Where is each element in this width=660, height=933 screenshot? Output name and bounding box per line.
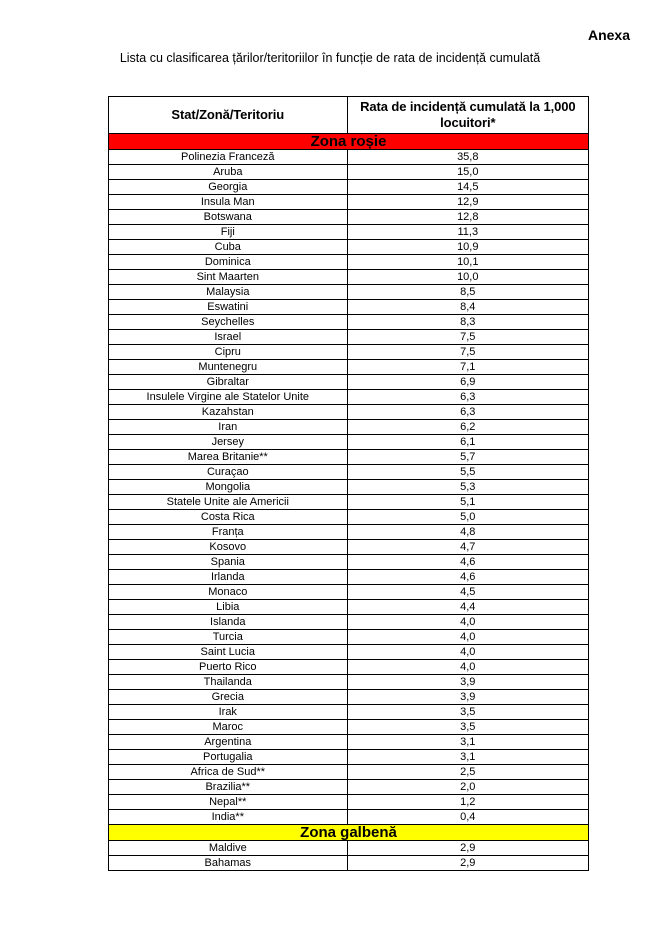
rate-cell: 10,9	[347, 240, 588, 255]
country-cell: Maldive	[109, 841, 348, 856]
table-row	[109, 810, 589, 825]
country-cell: Iran	[109, 420, 348, 435]
rate-cell: 6,3	[347, 405, 588, 420]
rate-cell: 15,0	[347, 165, 588, 180]
country-cell: Libia	[109, 600, 348, 615]
table-row	[109, 555, 589, 570]
rate-cell: 6,9	[347, 375, 588, 390]
rate-cell: 1,2	[347, 795, 588, 810]
table-row	[109, 495, 589, 510]
rate-cell: 6,1	[347, 435, 588, 450]
country-cell: Grecia	[109, 690, 348, 705]
table-row	[109, 270, 589, 285]
zone-band	[109, 825, 589, 841]
country-cell: India**	[109, 810, 348, 825]
table-row	[109, 600, 589, 615]
country-cell: Argentina	[109, 735, 348, 750]
rate-cell: 4,0	[347, 645, 588, 660]
table-row	[109, 841, 589, 856]
country-cell: Maroc	[109, 720, 348, 735]
table-row	[109, 780, 589, 795]
country-cell: Eswatini	[109, 300, 348, 315]
table-row	[109, 255, 589, 270]
country-cell: Saint Lucia	[109, 645, 348, 660]
country-cell: Botswana	[109, 210, 348, 225]
rate-cell: 4,0	[347, 630, 588, 645]
rate-cell: 10,1	[347, 255, 588, 270]
table-row	[109, 165, 589, 180]
rate-cell: 4,0	[347, 660, 588, 675]
rate-cell: 5,1	[347, 495, 588, 510]
country-cell: Franța	[109, 525, 348, 540]
country-cell: Nepal**	[109, 795, 348, 810]
table-row	[109, 285, 589, 300]
zone-band	[109, 134, 589, 150]
table-row	[109, 300, 589, 315]
country-cell: Irak	[109, 705, 348, 720]
table-row	[109, 630, 589, 645]
rate-cell: 0,4	[347, 810, 588, 825]
rate-cell: 12,9	[347, 195, 588, 210]
country-cell: Aruba	[109, 165, 348, 180]
annex-label: Anexa	[587, 27, 630, 43]
rate-cell: 7,5	[347, 345, 588, 360]
rate-cell: 3,1	[347, 750, 588, 765]
table-row	[109, 210, 589, 225]
rate-cell: 3,5	[347, 705, 588, 720]
table-row	[109, 525, 589, 540]
country-cell: Monaco	[109, 585, 348, 600]
table-row	[109, 375, 589, 390]
country-cell: Israel	[109, 330, 348, 345]
rate-cell: 12,8	[347, 210, 588, 225]
rate-cell: 5,0	[347, 510, 588, 525]
table-row	[109, 180, 589, 195]
table-row	[109, 570, 589, 585]
table-row	[109, 615, 589, 630]
rate-cell: 6,2	[347, 420, 588, 435]
table-row	[109, 420, 589, 435]
zone-band-label: Zona roșie	[109, 134, 589, 150]
incidence-table	[108, 96, 589, 871]
country-cell: Irlanda	[109, 570, 348, 585]
table-row	[109, 720, 589, 735]
country-table-body	[109, 134, 589, 871]
table-row	[109, 345, 589, 360]
column-header-country: Stat/Zonă/Teritoriu	[109, 97, 348, 134]
rate-cell: 35,8	[347, 150, 588, 165]
country-cell: Statele Unite ale Americii	[109, 495, 348, 510]
zone-band-label: Zona galbenă	[109, 825, 589, 841]
rate-cell: 3,9	[347, 690, 588, 705]
country-cell: Polinezia Franceză	[109, 150, 348, 165]
country-cell: Spania	[109, 555, 348, 570]
table-row	[109, 735, 589, 750]
rate-cell: 4,0	[347, 615, 588, 630]
table-row	[109, 765, 589, 780]
rate-cell: 3,5	[347, 720, 588, 735]
table-row	[109, 750, 589, 765]
table-row	[109, 585, 589, 600]
country-cell: Islanda	[109, 615, 348, 630]
table-row	[109, 195, 589, 210]
rate-cell: 3,9	[347, 675, 588, 690]
rate-cell: 4,8	[347, 525, 588, 540]
country-cell: Dominica	[109, 255, 348, 270]
country-cell: Thailanda	[109, 675, 348, 690]
country-cell: Kosovo	[109, 540, 348, 555]
table-row	[109, 360, 589, 375]
rate-cell: 4,4	[347, 600, 588, 615]
rate-cell: 4,5	[347, 585, 588, 600]
table-row	[109, 540, 589, 555]
table-row	[109, 150, 589, 165]
table-row	[109, 405, 589, 420]
rate-cell: 3,1	[347, 735, 588, 750]
table-row	[109, 225, 589, 240]
rate-cell: 4,6	[347, 555, 588, 570]
country-cell: Insulele Virgine ale Statelor Unite	[109, 390, 348, 405]
country-cell: Bahamas	[109, 856, 348, 871]
rate-cell: 5,3	[347, 480, 588, 495]
rate-cell: 2,5	[347, 765, 588, 780]
rate-cell: 7,1	[347, 360, 588, 375]
table-row	[109, 705, 589, 720]
table-row	[109, 465, 589, 480]
country-cell: Seychelles	[109, 315, 348, 330]
country-cell: Costa Rica	[109, 510, 348, 525]
country-cell: Gibraltar	[109, 375, 348, 390]
table-row	[109, 690, 589, 705]
country-cell: Jersey	[109, 435, 348, 450]
country-cell: Cuba	[109, 240, 348, 255]
country-cell: Fiji	[109, 225, 348, 240]
rate-cell: 14,5	[347, 180, 588, 195]
rate-cell: 2,9	[347, 841, 588, 856]
country-cell: Insula Man	[109, 195, 348, 210]
table-row	[109, 660, 589, 675]
table-row	[109, 390, 589, 405]
country-cell: Sint Maarten	[109, 270, 348, 285]
rate-cell: 8,4	[347, 300, 588, 315]
country-cell: Puerto Rico	[109, 660, 348, 675]
rate-cell: 8,5	[347, 285, 588, 300]
country-cell: Brazilia**	[109, 780, 348, 795]
country-cell: Portugalia	[109, 750, 348, 765]
rate-cell: 6,3	[347, 390, 588, 405]
rate-cell: 10,0	[347, 270, 588, 285]
table-row	[109, 480, 589, 495]
page-title: Lista cu clasificarea țărilor/teritoriilor în funcție de rata de incidență cumulată	[119, 51, 541, 65]
country-cell: Kazahstan	[109, 405, 348, 420]
table-row	[109, 510, 589, 525]
country-cell: Marea Britanie**	[109, 450, 348, 465]
table-row	[109, 645, 589, 660]
rate-cell: 4,6	[347, 570, 588, 585]
table-row	[109, 856, 589, 871]
country-cell: Curaçao	[109, 465, 348, 480]
table-header-row	[109, 97, 589, 134]
country-cell: Cipru	[109, 345, 348, 360]
table-row	[109, 435, 589, 450]
country-cell: Turcia	[109, 630, 348, 645]
country-cell: Africa de Sud**	[109, 765, 348, 780]
table-row	[109, 240, 589, 255]
country-cell: Malaysia	[109, 285, 348, 300]
table-row	[109, 675, 589, 690]
table-row	[109, 315, 589, 330]
rate-cell: 2,9	[347, 856, 588, 871]
country-cell: Muntenegru	[109, 360, 348, 375]
rate-cell: 5,7	[347, 450, 588, 465]
rate-cell: 4,7	[347, 540, 588, 555]
table-row	[109, 795, 589, 810]
rate-cell: 11,3	[347, 225, 588, 240]
rate-cell: 8,3	[347, 315, 588, 330]
table-row	[109, 330, 589, 345]
rate-cell: 7,5	[347, 330, 588, 345]
country-cell: Georgia	[109, 180, 348, 195]
rate-cell: 5,5	[347, 465, 588, 480]
table-row	[109, 450, 589, 465]
rate-cell: 2,0	[347, 780, 588, 795]
country-cell: Mongolia	[109, 480, 348, 495]
column-header-rate: Rata de incidență cumulată la 1,000 locuitori*	[347, 97, 588, 134]
